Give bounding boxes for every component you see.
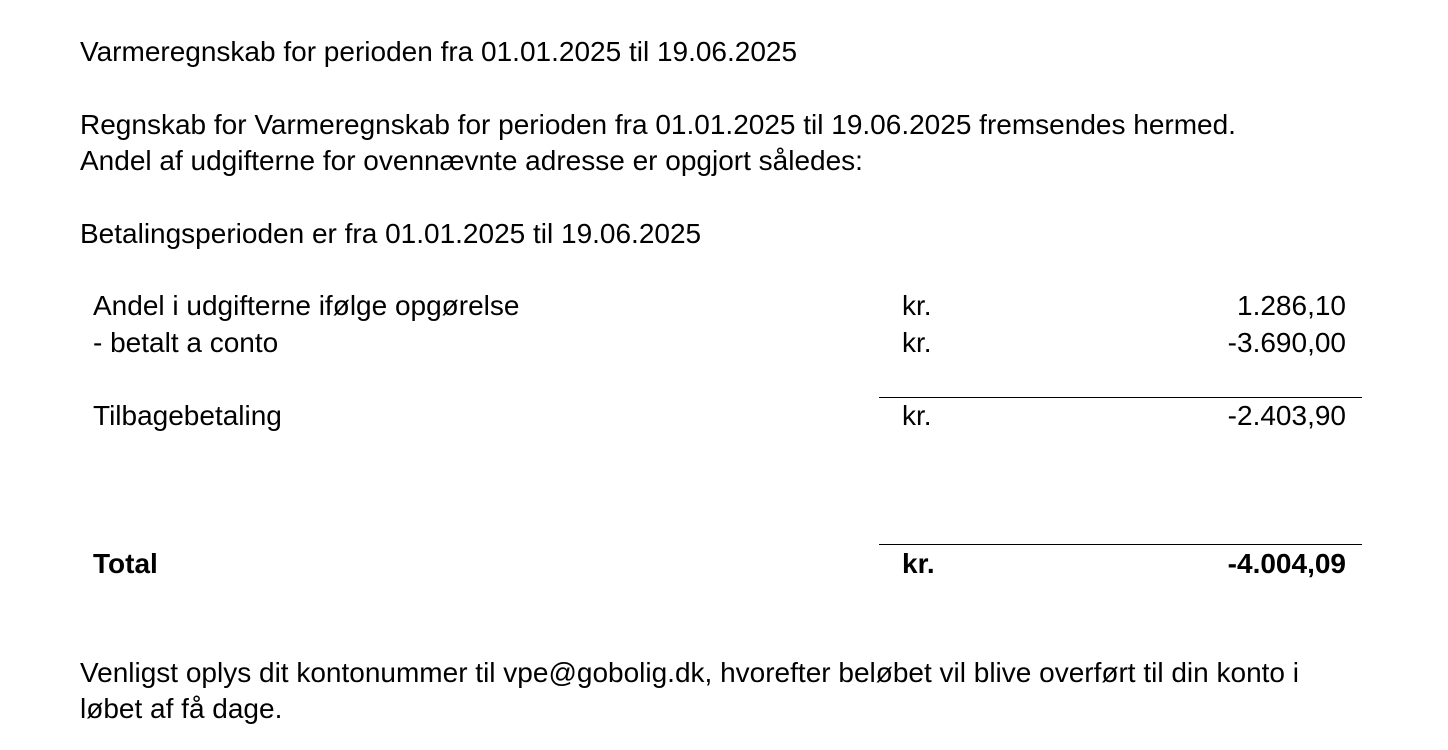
row-label: Tilbagebetaling (93, 400, 282, 431)
row-amount: -3.690,00 (1227, 327, 1346, 358)
footer-line-2: løbet af få dage. (80, 693, 283, 724)
row-paid-on-account (80, 325, 1362, 361)
row-label: - betalt a conto (93, 327, 279, 358)
row-currency: kr. (902, 290, 932, 321)
total-rule (879, 544, 1362, 545)
row-amount: 1.286,10 (1237, 290, 1346, 321)
row-label: Andel i udgifterne ifølge opgørelse (93, 290, 520, 321)
total-currency: kr. (902, 548, 935, 579)
row-total (80, 546, 1362, 582)
row-refund (80, 398, 1362, 434)
row-currency: kr. (902, 400, 932, 431)
document-heading: Varmeregnskab for perioden fra 01.01.2025 til 19.06.2025 (80, 36, 798, 67)
footer-line-1: Venligst oplys dit kontonummer til vpe@gobolig.dk, hvorefter beløbet vil blive overført til din konto i (80, 657, 1299, 688)
intro-line-2: Andel af udgifterne for ovennævnte adresse er opgjort således: (80, 145, 863, 176)
intro-line-1: Regnskab for Varmeregnskab for perioden fra 01.01.2025 til 19.06.2025 fremsendes hermed. (80, 109, 1236, 140)
payment-period: Betalingsperioden er fra 01.01.2025 til 19.06.2025 (80, 218, 702, 249)
total-amount: -4.004,09 (1227, 548, 1346, 579)
row-amount: -2.403,90 (1227, 400, 1346, 431)
row-share-of-costs (80, 288, 1362, 324)
row-currency: kr. (902, 327, 932, 358)
total-label: Total (93, 548, 158, 579)
